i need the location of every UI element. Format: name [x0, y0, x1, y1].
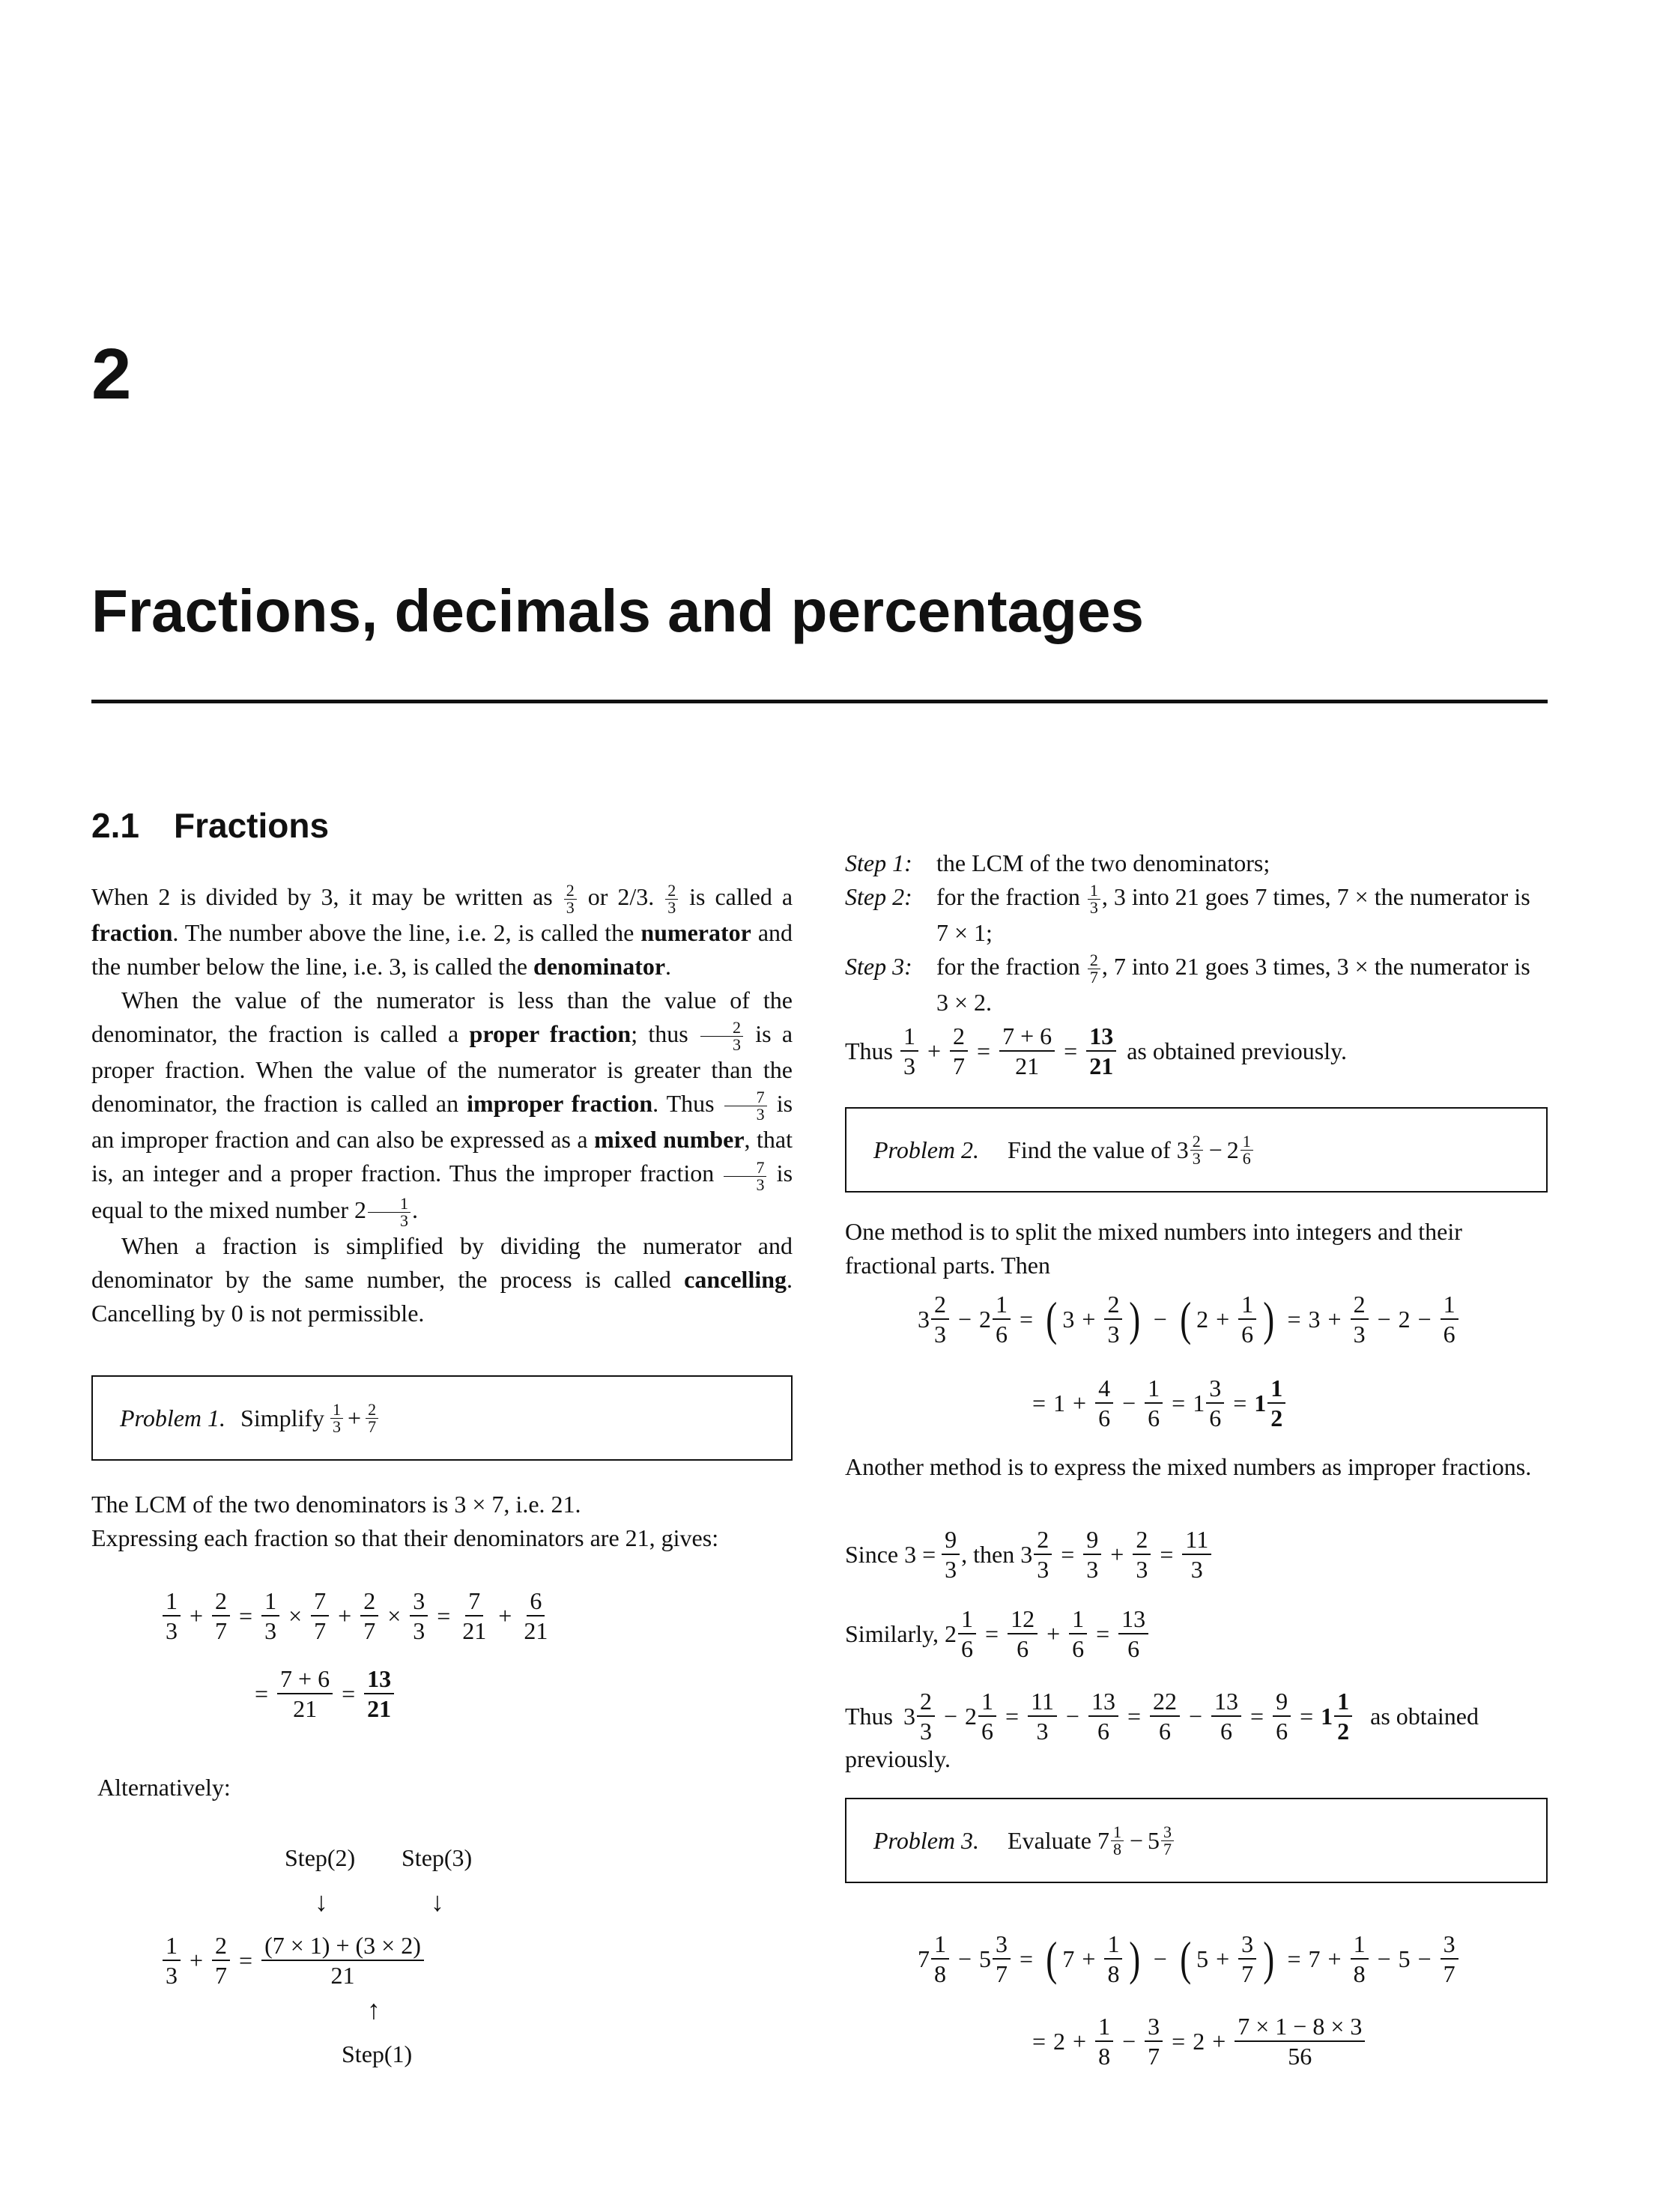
text: as obtained previously.: [1127, 1037, 1348, 1064]
text: , then 3: [961, 1540, 1033, 1568]
express-line: Expressing each fraction so that their denominators are 21, gives:: [91, 1524, 719, 1551]
problem-label: Problem 1.: [120, 1404, 226, 1431]
term-fraction: fraction: [91, 919, 173, 947]
chapter-number: 2: [91, 334, 132, 414]
problem-label: Problem 2.: [873, 1136, 980, 1163]
text: .: [665, 953, 672, 981]
text: ; thus: [631, 1020, 688, 1048]
text: When the value of the numerator is less than the value of the denominator, the fraction is called a: [91, 987, 793, 1048]
step-label: Step 2:: [845, 883, 912, 910]
fraction: $\frac{2}{7}$: [366, 1402, 378, 1435]
since-equation: Since 3 = $\frac{9}{3}$ , then 3 $\frac{2}{3}$ = $\frac{9}{3}$ + $\frac{2}{3}$ = $\frac{11}{3}$: [845, 1525, 1213, 1584]
intro-paragraphs: [91, 880, 793, 1330]
text: When 2 is divided by 3, it may be written as: [91, 883, 553, 910]
method-1-text: One method is to split the mixed numbers into integers and their fractional parts. Then: [845, 1218, 1462, 1279]
term-mixed-number: mixed number: [594, 1126, 745, 1154]
similarly-equation: Similarly, 2 $\frac{1}{6}$ = $\frac{12}{6}$ + $\frac{1}{6}$ = $\frac{13}{6}$: [845, 1605, 1150, 1663]
fraction: $\frac{2}{3}$: [564, 882, 577, 916]
method-1-equation-a: 3 2 3 − 2 $\frac{1}{6}$ = ( 3 + $\frac{2}{3}$ ) − ( 2 + $\frac{1}{6}$ ) = 3 + $\frac{2}{3}$ − 2 − $\frac{1}{6}$: [918, 1290, 1460, 1348]
step-text: the LCM of the two denominators;: [936, 849, 1270, 876]
problem-3-box: Problem 3. Evaluate 7 1 8 − 5 $\frac{3}{7}$: [845, 1798, 1548, 1883]
text: is equal to the mixed number 2: [91, 1160, 793, 1223]
fraction: 1 3: [330, 1402, 343, 1435]
text: or 2/3.: [587, 883, 655, 910]
term-denominator: denominator: [533, 953, 666, 981]
term-proper-fraction: proper fraction: [469, 1020, 631, 1048]
arrow-down-icon: ↓: [431, 1887, 444, 1917]
text: Similarly, 2: [845, 1619, 957, 1647]
alt-fraction: $\frac{(7 \times 1) + (3 \times 2)}{21}$: [261, 1931, 424, 1990]
equation-1b: = $\frac{7 + 6}{21}$ = $\frac{13}{21}$: [247, 1664, 396, 1723]
paragraph-1: [91, 880, 793, 984]
fraction: $\frac{7}{3}$: [724, 1089, 767, 1123]
lcm-line: The LCM of the two denominators is 3 × 7, i.e. 21.: [91, 1491, 581, 1518]
text: is an improper fraction and can also be expressed as a: [91, 1090, 793, 1154]
text: Thus: [845, 1037, 893, 1064]
text: When a fraction is simplified by dividing the numerator and denominator by the same number, the process is called: [91, 1231, 793, 1293]
paragraph-3: [91, 1229, 793, 1330]
equation-1a: 1 3 + $\frac{2}{7}$ = $\frac{1}{3}$ × $\frac{7}{7}$ + $\frac{2}{7}$ × $\frac{3}{3}$ = $\frac{7}{21}$ + $\frac{6}{21}$: [161, 1587, 552, 1645]
fraction: $\frac{1}{3}$: [368, 1196, 411, 1229]
fraction: $\frac{2}{3}$: [665, 882, 678, 916]
problem-text: Find the value of 3: [1008, 1136, 1189, 1163]
step-text: , 7 into 21 goes 3 times, 3 × the numerator is 3 × 2.: [936, 953, 1530, 1016]
section-title: Fractions: [174, 806, 330, 845]
step1-label: Step(1): [342, 2040, 413, 2067]
step-label: Step 1:: [845, 849, 912, 876]
alternatively: Alternatively:: [97, 1774, 231, 1801]
step3-label: Step(3): [402, 1844, 473, 1871]
step-text: for the fraction: [936, 953, 1080, 981]
problem-text: Evaluate 7: [1008, 1826, 1109, 1854]
text: .: [412, 1196, 419, 1223]
text: is a proper fraction. When the value of the numerator is greater than the denominator, the fraction is called an: [91, 1020, 793, 1118]
method-2-text: Another method is to express the mixed numbers as improper fractions.: [845, 1453, 1532, 1480]
text: Since 3 =: [845, 1540, 936, 1568]
section-number: 2.1: [91, 806, 139, 845]
problem-text: Simplify: [240, 1404, 325, 1431]
text: . Thus: [652, 1090, 715, 1118]
term-cancelling: cancelling: [684, 1265, 787, 1293]
lcm-text: [91, 1488, 793, 1555]
section-heading: [91, 805, 329, 846]
arrow-up-icon: ↑: [367, 1995, 381, 2025]
arrow-down-icon: ↓: [315, 1887, 328, 1917]
problem-1-box: Problem 1. Simplify 1 3 + $\frac{2}{7}$: [91, 1375, 793, 1461]
step-3: Step 3: for the fraction $\frac{2}{7}$ , 7 into 21 goes 3 times, 3 × the numerator is 3 × 2.: [845, 950, 1548, 1019]
chapter-title: Fractions, decimals and percentages: [91, 578, 1144, 644]
step-text: , 3 into 21 goes 7 times, 7 × the numerator is 7 × 1;: [936, 883, 1530, 947]
text: is called a: [689, 883, 793, 910]
term-improper-fraction: improper fraction: [467, 1090, 653, 1118]
text: . Cancelling by 0 is not permissible.: [91, 1265, 793, 1327]
text: and the number below the line, i.e. 3, is called the: [91, 919, 793, 981]
method-1-equation-b: = 1 + $\frac{4}{6}$ − $\frac{1}{6}$ = 1 $\frac{3}{6}$ = 1 1 2: [1025, 1374, 1287, 1432]
title-rule: [91, 700, 1548, 703]
paragraph-2: [91, 984, 793, 1229]
step-label: Step 3:: [845, 953, 912, 981]
thus-equation-1: Thus 1 3 + $\frac{2}{7}$ = $\frac{7 + 6}{21}$ = $\frac{13}{21}$ as obtained previously.: [845, 1022, 1348, 1079]
text: , that is, an integer and a proper fraction. Thus the improper fraction: [91, 1126, 793, 1187]
previously: previously.: [845, 1745, 951, 1772]
equation-alt: 1 3 + $\frac{2}{7}$ = $\frac{(7 \times 1) + (3 \times 2)}{21}$: [161, 1931, 425, 1990]
step-text: for the fraction: [936, 883, 1080, 910]
text: . The number above the line, i.e. 2, is called the: [172, 919, 634, 947]
steps-list: [845, 846, 1548, 1019]
text: Thus: [845, 1702, 893, 1730]
fraction: $\frac{7}{3}$: [724, 1160, 766, 1193]
fraction: $\frac{2}{3}$: [700, 1019, 743, 1053]
thus-equation-2: Thus 3 2 3 − 2 $\frac{1}{6}$ = $\frac{11}{3}$ − $\frac{13}{6}$ = $\frac{22}{6}$ − $\frac{13}{6}$ = $\frac{9}{6}$ = 1 1 2 as obtained: [845, 1688, 1479, 1745]
problem-2-box: Problem 2. Find the value of 3 2 3 − 2 $\frac{1}{6}$: [845, 1107, 1548, 1193]
text: as obtained: [1370, 1702, 1479, 1730]
step-1: [845, 846, 1548, 880]
problem-label: Problem 3.: [873, 1826, 980, 1854]
term-numerator: numerator: [640, 919, 751, 947]
step2-label: Step(2): [285, 1844, 356, 1871]
problem-3-equation-a: 7 1 8 − 5 $\frac{3}{7}$ = ( 7 + $\frac{1}{8}$ ) − ( 5 + $\frac{3}{7}$ ) = 7 + $\frac{1}{8}$ − 5 − $\frac{3}{7}$: [918, 1930, 1460, 1988]
problem-3-equation-b: = 2 + $\frac{1}{8}$ − $\frac{3}{7}$ = 2 + $\frac{7 \times 1 - 8 \times 3}{56}$: [1025, 2012, 1366, 2070]
step-2: Step 2: for the fraction $\frac{1}{3}$ , 3 into 21 goes 7 times, 7 × the numerator is 7 × 1;: [845, 880, 1548, 950]
